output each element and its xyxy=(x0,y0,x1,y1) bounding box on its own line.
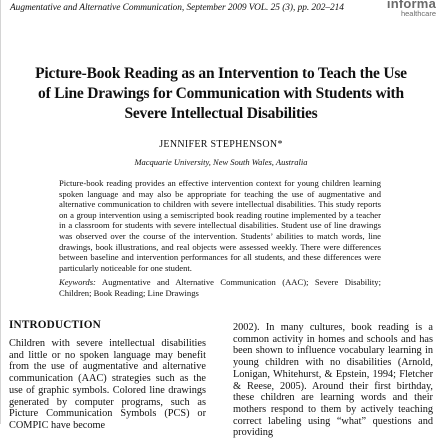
journal-citation: Augmentative and Alternative Communication, September 2009 VOL. 25 (3), pp. 202–214 xyxy=(10,3,344,13)
author-affiliation: Macquarie University, New South Wales, Australia xyxy=(134,157,308,167)
publisher-logo xyxy=(387,0,436,18)
author-name: JENNIFER STEPHENSON* xyxy=(159,139,283,150)
body-column-right: 2002). In many cultures, book reading is a common activity in homes and schools and has been shown to influence vocabulary learning in young children with no disabilities (Arnold, Lonigan, Whitehurst, & Epstein, 1994; Fletcher & Reese, 2005). Around their first birthday, these children are learning words and their mothers respond to them by actively teaching correct labeling using “what” questions and providing xyxy=(233,322,433,439)
keywords xyxy=(59,277,381,298)
body-column-left: Children with severe intellectual disabilities and little or no spoken language may benefit from the use of augmentative and alternative communication (AAC) strategies such as the use of graphic symbols. Colored line drawings generated by computer programs, such as Picture Communication Symbols (PCS) or COMPIC have become xyxy=(9,338,206,431)
title-line-3: Severe Intellectual Disabilities xyxy=(124,105,318,122)
title-line-2: of Line Drawings for Communication with Students with xyxy=(38,85,404,102)
running-header xyxy=(1,0,441,24)
keywords-label: Keywords: xyxy=(59,277,96,287)
abstract-text: Picture-book reading provides an effective intervention context for young children learning spoken language and may also be appropriate for teaching the use of augmentative and alternative communication to children with severe intellectual disabilities. This study reports on a group intervention using a semiscripted book reading routine implemented by a teacher in a classroom for students with severe intellectual disabilities. Student use of line drawings was observed over the course of the intervention. Students’ abilities to match words, line drawings, book illustrations, and real objects were assessed weekly. There were differences between baseline and intervention performances for all students, and these differences were particularly noticeable for one student. xyxy=(59,178,381,273)
publisher-subname: healthcare xyxy=(400,9,436,18)
title-line-1: Picture-Book Reading as an Intervention to Teach the Use xyxy=(35,65,407,82)
keywords-text: Augmentative and Alternative Communication (AAC); Severe Disability; Children; Book Reading; Line Drawings xyxy=(59,277,381,298)
publisher-name: informa xyxy=(386,0,436,11)
section-heading: INTRODUCTION xyxy=(9,319,101,331)
article-title xyxy=(21,64,421,124)
